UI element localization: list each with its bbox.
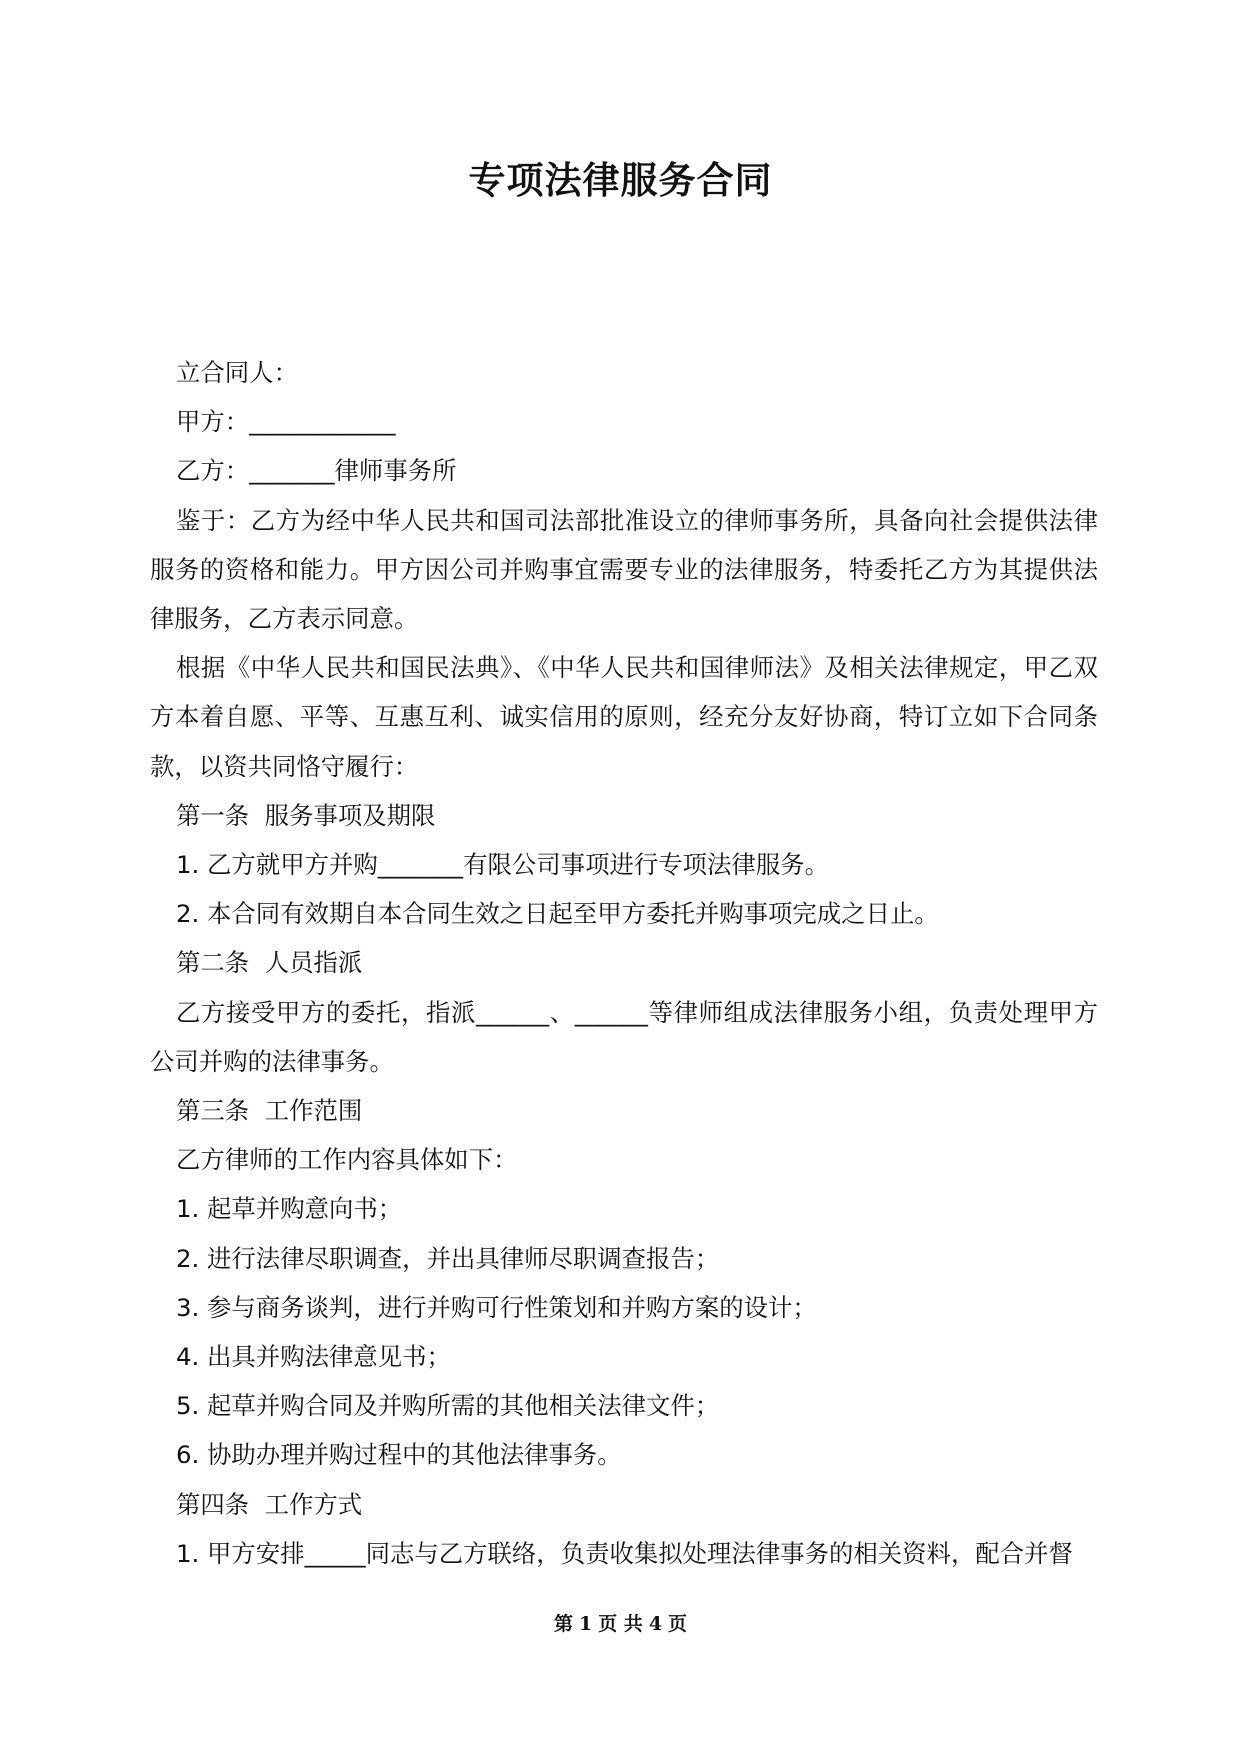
article-3-item-5: 5. 起草并购合同及并购所需的其他相关法律文件； <box>176 1391 720 1421</box>
article-3-item-3: 3. 参与商务谈判，进行并购可行性策划和并购方案的设计； <box>176 1292 817 1322</box>
article-1-item-1: 1. 乙方就甲方并购_______有限公司事项进行专项法律服务。 <box>176 850 829 880</box>
article-3-item-4: 4. 出具并购法律意见书； <box>176 1342 451 1372</box>
article-2-body: 乙方接受甲方的委托，指派______、______等律师组成法律服务小组，负责处理甲方公司并购的法律事务。 <box>150 997 1098 1076</box>
paragraph-legal-basis: 根据《中华人民共和国民法典》、《中华人民共和国律师法》及相关法律规定，甲乙双方本着自愿、平等、互惠互利、诚实信用的原则，经充分友好协商，特订立如下合同条款，以资共同恪守履行： <box>150 653 1098 781</box>
footer-mid: 页 共 <box>598 1613 643 1635</box>
article-3-item-1: 1. 起草并购意向书； <box>176 1194 403 1224</box>
footer-suffix: 页 <box>668 1613 688 1635</box>
article-1-item-2: 2. 本合同有效期自本合同生效之日起至甲方委托并购事项完成之日止。 <box>176 899 939 929</box>
article-3-intro: 乙方律师的工作内容具体如下： <box>176 1145 518 1175</box>
paragraph-party-a: 甲方：____________ <box>176 407 396 437</box>
article-3-item-2: 2. 进行法律尽职调查，并出具律师尽职调查报告； <box>176 1243 720 1273</box>
page-footer <box>0 1611 1241 1637</box>
article-4-item-1: 1. 甲方安排_____同志与乙方联络，负责收集拟处理法律事务的相关资料，配合并督 <box>176 1538 1073 1568</box>
paragraph-parties-heading: 立合同人： <box>176 358 298 387</box>
footer-total-pages: 4 <box>648 1613 663 1635</box>
document-body <box>150 348 1098 1578</box>
article-3-item-6: 6. 协助办理并购过程中的其他法律事务。 <box>176 1440 622 1470</box>
article-1-heading: 第一条 服务事项及期限 <box>176 800 436 830</box>
footer-current-page: 1 <box>578 1613 593 1635</box>
footer-prefix: 第 <box>553 1613 573 1635</box>
paragraph-whereas: 鉴于：乙方为经中华人民共和国司法部批准设立的律师事务所，具备向社会提供法律服务的资格和能力。甲方因公司并购事宜需要专业的法律服务，特委托乙方为其提供法律服务，乙方表示同意。 <box>150 505 1098 634</box>
article-2-heading: 第二条 人员指派 <box>176 948 363 978</box>
article-3-heading: 第三条 工作范围 <box>176 1096 363 1126</box>
paragraph-party-b: 乙方：_______律师事务所 <box>176 456 457 486</box>
article-4-heading: 第四条 工作方式 <box>176 1489 363 1519</box>
document-title: 专项法律服务合同 <box>468 159 773 202</box>
